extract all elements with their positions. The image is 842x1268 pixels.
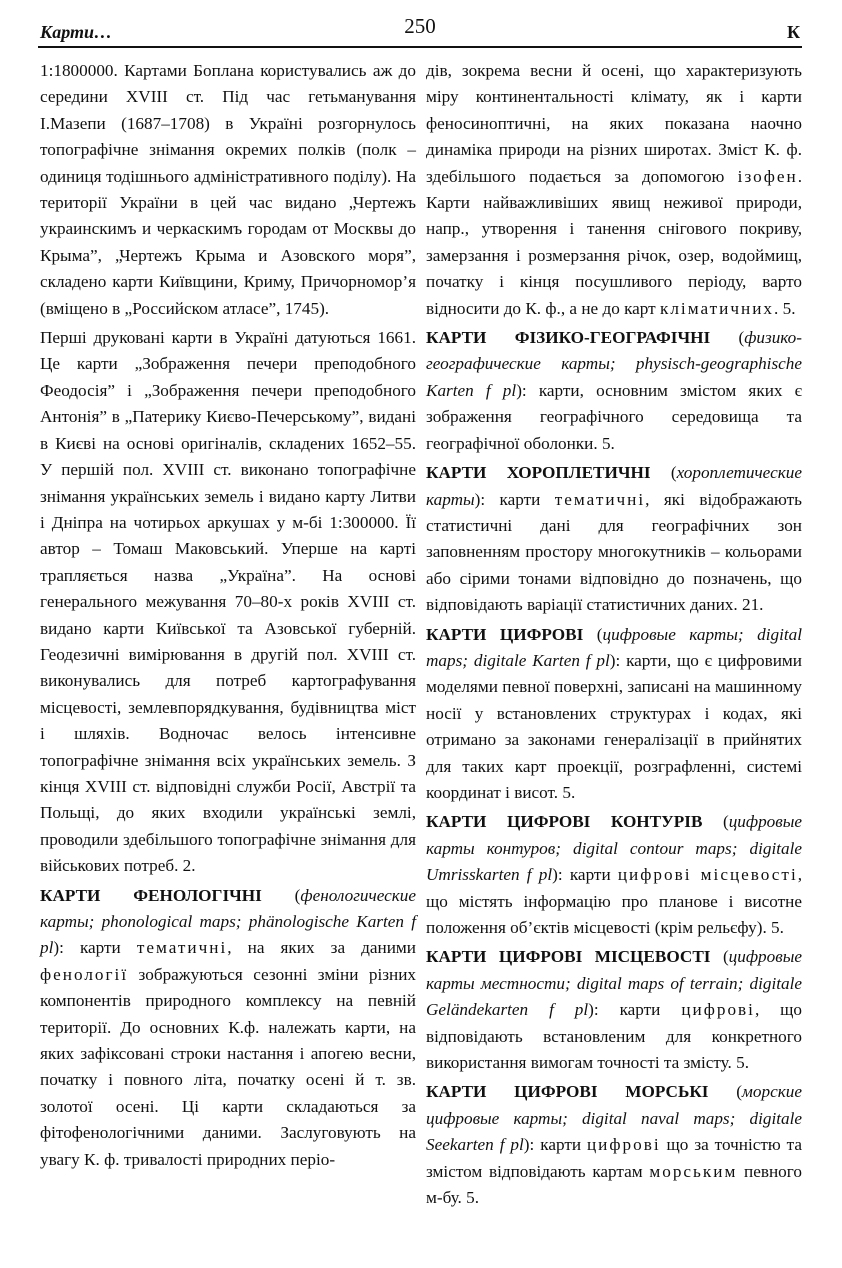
page-header [40, 14, 800, 44]
text-run: цифрові [681, 1000, 755, 1020]
text-run: фенології [40, 964, 129, 984]
text-run: ( [708, 1082, 742, 1102]
text-run: певного м-бу. 5. [426, 1161, 802, 1208]
text-run: . 5. [774, 298, 796, 318]
paragraph [40, 58, 416, 322]
text-run: дів, зокрема весни й осені, що характеризують міру континентальності клімату, як і карти феносиноптичні, на яких показана наочно динаміка природи на різних широтах. Зміст К. ф. здебільшого подається за допомогою [426, 61, 802, 186]
header-rule [38, 46, 802, 48]
paragraph [426, 944, 802, 1076]
text-run: тематичні [554, 489, 646, 509]
paragraph [426, 622, 802, 807]
text-run: ( [710, 328, 745, 348]
text-run: цифрові місцевості [617, 865, 798, 885]
text-run: ): карти [53, 938, 137, 958]
text-run: морские цифровые карты; digital naval maps; digitale Seekarten f pl [426, 1082, 802, 1155]
text-run: физико-географические карты; physisch-geographische Karten f pl [426, 328, 802, 400]
text-run: . Карти найважливіших явищ неживої природи, напр., утворення і танення снігового покриву, замерзання і розмерзання річок, озер, водоймищ, початку і кінця посушливого періоду, варто відносити до К. ф., а не до карт [426, 166, 802, 318]
paragraph [426, 58, 802, 322]
text-run: що за точністю та змістом відповідають картам [426, 1135, 803, 1181]
entry-term: КАРТИ ЦИФРОВІ МОРСЬКІ [426, 1082, 709, 1102]
text-run: ): карти [523, 1135, 587, 1155]
text-run: ): карти, що є цифровими моделями певної поверхні, записані на машинному носії у встановлених структурах і кодах, які отримано за законами генералізації в прийнятих для таких карт проекції, розграфленні, системі координат і висот. 5. [426, 650, 802, 802]
paragraph [40, 883, 416, 1173]
text-run: , які відображають статистичні дані для географічних зон заповненням простору многокутників – кольорами або сірими тонами відповідно до позначень, що відповідають варіації статистичних даних. 21. [426, 489, 802, 615]
text-run: кліматичних [660, 298, 774, 318]
text-run: цифровые карты местности; digital maps of terrain; digitale Geländekarten f pl [426, 947, 802, 1020]
text-run: , що відповідають встановленим для конкретного використання вимогам точності та змісту. 5. [426, 1000, 802, 1073]
text-run: цифровые карты; digital maps; digitale Karten f pl [426, 624, 802, 670]
text-run: ( [702, 812, 729, 832]
paragraph [426, 809, 802, 941]
right-column [426, 58, 802, 1214]
text-run: ): карти, основним змістом яких є зображення географічного середовища та географічної оболонки. 5. [426, 380, 803, 453]
text-run: ( [583, 624, 603, 644]
paragraph [40, 325, 416, 880]
text-run: морським [649, 1161, 738, 1181]
paragraph [426, 460, 802, 618]
page-number: 250 [404, 14, 436, 38]
entry-term: КАРТИ ЦИФРОВІ МІСЦЕВОСТІ [426, 947, 711, 967]
text-run: цифровые карты контуров; digital contour maps; digitale Umrisskarten f pl [426, 812, 802, 885]
paragraph [426, 1079, 802, 1211]
paragraph [426, 325, 802, 457]
text-run: тематичні [136, 938, 228, 958]
text-run: хороплетические карты [426, 463, 802, 509]
text-run: , на яких за даними [227, 938, 416, 958]
entry-term: КАРТИ ЦИФРОВІ [426, 624, 584, 644]
running-head: Карти… [40, 22, 112, 42]
left-column [40, 58, 416, 1176]
text-run: Перші друковані карти в Україні датуються 1661. Це карти „Зображення печери преподобного Феодосія” і „Зображення печери преподобного Антонія” в „Патерику Києво-Печерському”, видані в Києві на основі оригіналів, складених 1652–55. У першій пол. XVIII ст. виконано топографічне знімання українських земель і видано карту Литви і Дніпра на чотирьох аркушах у м-бі 1:300000. Її автор – Томаш Маковський. Уперше на карті трапляється назва „Україна”. На основі генерального межування 70–80-х років XVIII ст. видано карти Київської та Азовської губерній. Геодезичні вимірювання в другій пол. XVIII ст. виконувались для потреб картографування місцевості, землевпорядкування, будівництва міст і шляхів. Водночас велось інтенсивне топографічне знімання всіх українських земель. З кінця XVIII ст. відповідні служби Росії, Австрії та Польщі, до яких входили українські землі, проводили здебільшого топографічне знімання для військових потреб. 2. [40, 328, 416, 876]
section-letter: К [786, 22, 800, 42]
text-run: зображуються сезонні зміни різних компонентів природного комплексу на певній території. До основних К.ф. належать карти, на яких зафіксовані строки настання і апогею весни, початку і повного літа, початку осені й т. зв. золотої осені. Ці карти складаються за фітофенологічними даними. Заслуговують на увагу К. ф. тривалості природних періо- [40, 964, 416, 1169]
text-run: цифрові [586, 1135, 661, 1155]
entry-term: КАРТИ ФЕНОЛОГІЧНІ [40, 885, 262, 905]
text-run: ізофен [737, 166, 798, 186]
text-run: ( [261, 885, 301, 905]
entry-term: КАРТИ ЦИФРОВІ КОНТУРІВ [426, 812, 703, 832]
entry-term: КАРТИ ХОРОПЛЕТИЧНІ [426, 463, 651, 483]
text-run: 1:1800000. Картами Боплана користувались аж до середини XVIII ст. Під час гетьманування І.Мазепи (1687–1708) в Україні розгорнулось топографічне знімання окремих полків (полк – одиниця тодішнього адміністративного поділу). На території України в цей час видано „Чертежъ украинскимъ и черкаскимъ городам от Москвы до Крыма”, „Чертежъ Крыма и Азовского моря”, складено карти Київщини, Криму, Причорномор’я (вміщено в „Российском атласе”, 1745). [40, 61, 416, 318]
text-run: ( [710, 947, 729, 967]
text-run: ( [650, 463, 677, 483]
text-run: фенологические карты; phonological maps; phänologische Karten f pl [40, 885, 416, 958]
text-run: ): карти [552, 865, 618, 885]
text-run: ): карти [474, 489, 555, 509]
text-run: ): карти [588, 1000, 682, 1020]
text-run: , що містять інформацію про планове і висотне положення об’єктів місцевості (крім рельєфу). 5. [426, 865, 803, 937]
entry-term: КАРТИ ФІЗИКО-ГЕОГРАФІЧНІ [426, 328, 711, 348]
